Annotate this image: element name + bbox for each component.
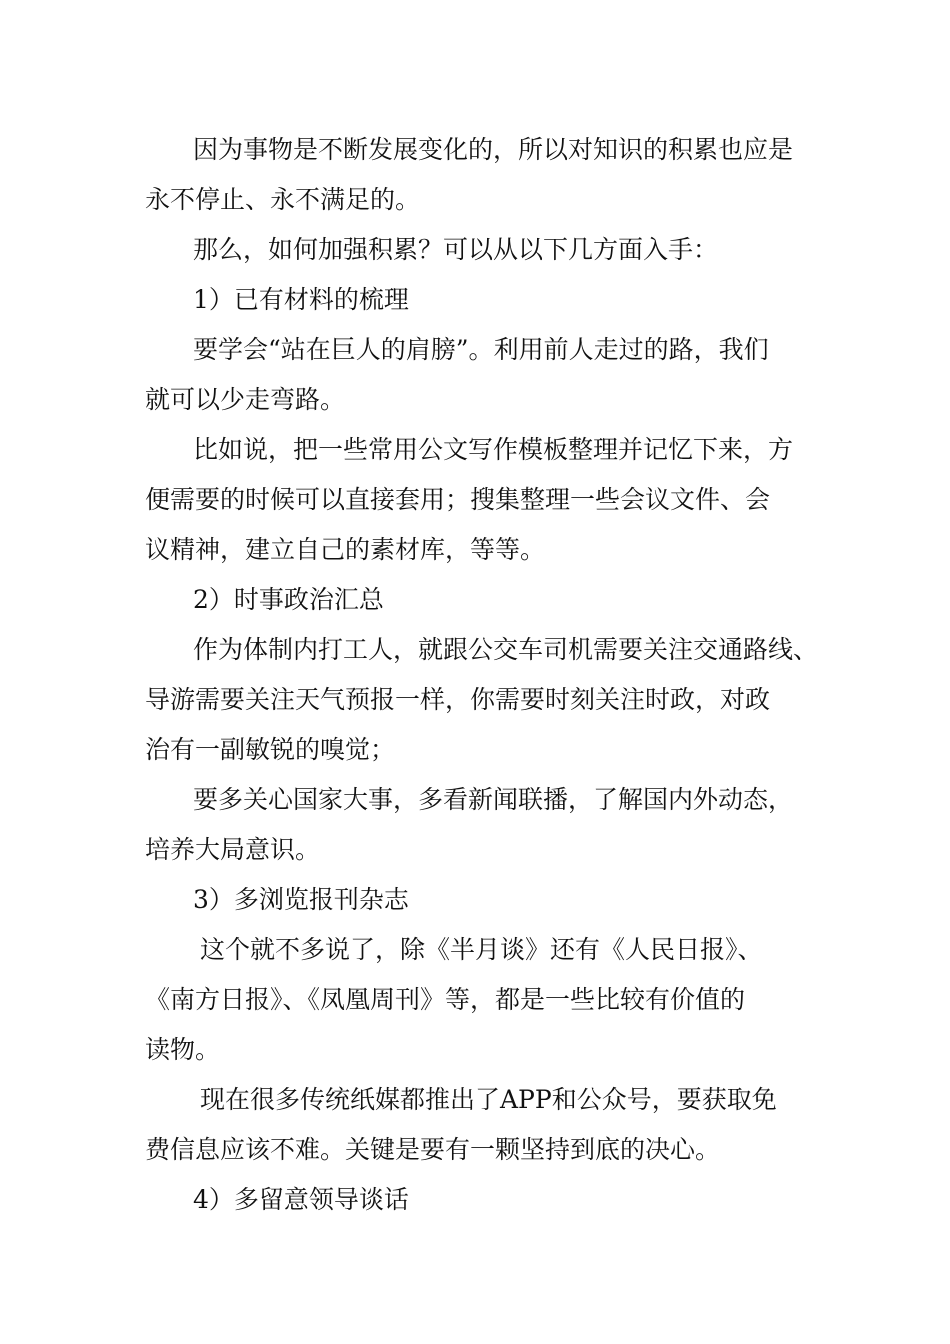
section-heading: 1）已有材料的梳理 <box>193 285 409 314</box>
paragraph-line: 这个就不多说了，除《半月谈》还有《人民日报》、 <box>200 935 763 964</box>
paragraph-line: 议精神，建立自己的素材库，等等。 <box>145 535 546 564</box>
paragraph-line: 就可以少走弯路。 <box>145 385 346 414</box>
paragraph-line: 读物。 <box>145 1035 221 1064</box>
paragraph-line: 费信息应该不难。关键是要有一颗坚持到底的决心。 <box>145 1135 721 1164</box>
paragraph-line: 现在很多传统纸媒都推出了APP和公众号，要获取免 <box>200 1085 777 1114</box>
paragraph-line: 那么，如何加强积累？可以从以下几方面入手： <box>193 235 719 264</box>
paragraph-line: 《南方日报》、《凤凰周刊》等，都是一些比较有价值的 <box>145 985 746 1014</box>
paragraph-line: 治有一副敏锐的嗅觉； <box>145 735 396 764</box>
paragraph-line: 因为事物是不断发展变化的，所以对知识的积累也应是 <box>193 135 794 164</box>
section-heading: 4）多留意领导谈话 <box>193 1185 409 1214</box>
paragraph-line: 便需要的时候可以直接套用；搜集整理一些会议文件、会 <box>145 485 771 514</box>
paragraph-line: 比如说，把一些常用公文写作模板整理并记忆下来，方 <box>193 435 794 464</box>
paragraph-line: 要学会“站在巨人的肩膀”。利用前人走过的路，我们 <box>193 335 769 364</box>
section-heading: 3）多浏览报刊杂志 <box>193 885 409 914</box>
paragraph-line: 培养大局意识。 <box>145 835 321 864</box>
section-heading: 2）时事政治汇总 <box>193 585 384 614</box>
paragraph-line: 永不停止、永不满足的。 <box>145 185 421 214</box>
paragraph-line: 作为体制内打工人，就跟公交车司机需要关注交通路线、 <box>193 635 819 664</box>
paragraph-line: 要多关心国家大事，多看新闻联播，了解国内外动态， <box>193 785 794 814</box>
paragraph-line: 导游需要关注天气预报一样，你需要时刻关注时政，对政 <box>145 685 771 714</box>
